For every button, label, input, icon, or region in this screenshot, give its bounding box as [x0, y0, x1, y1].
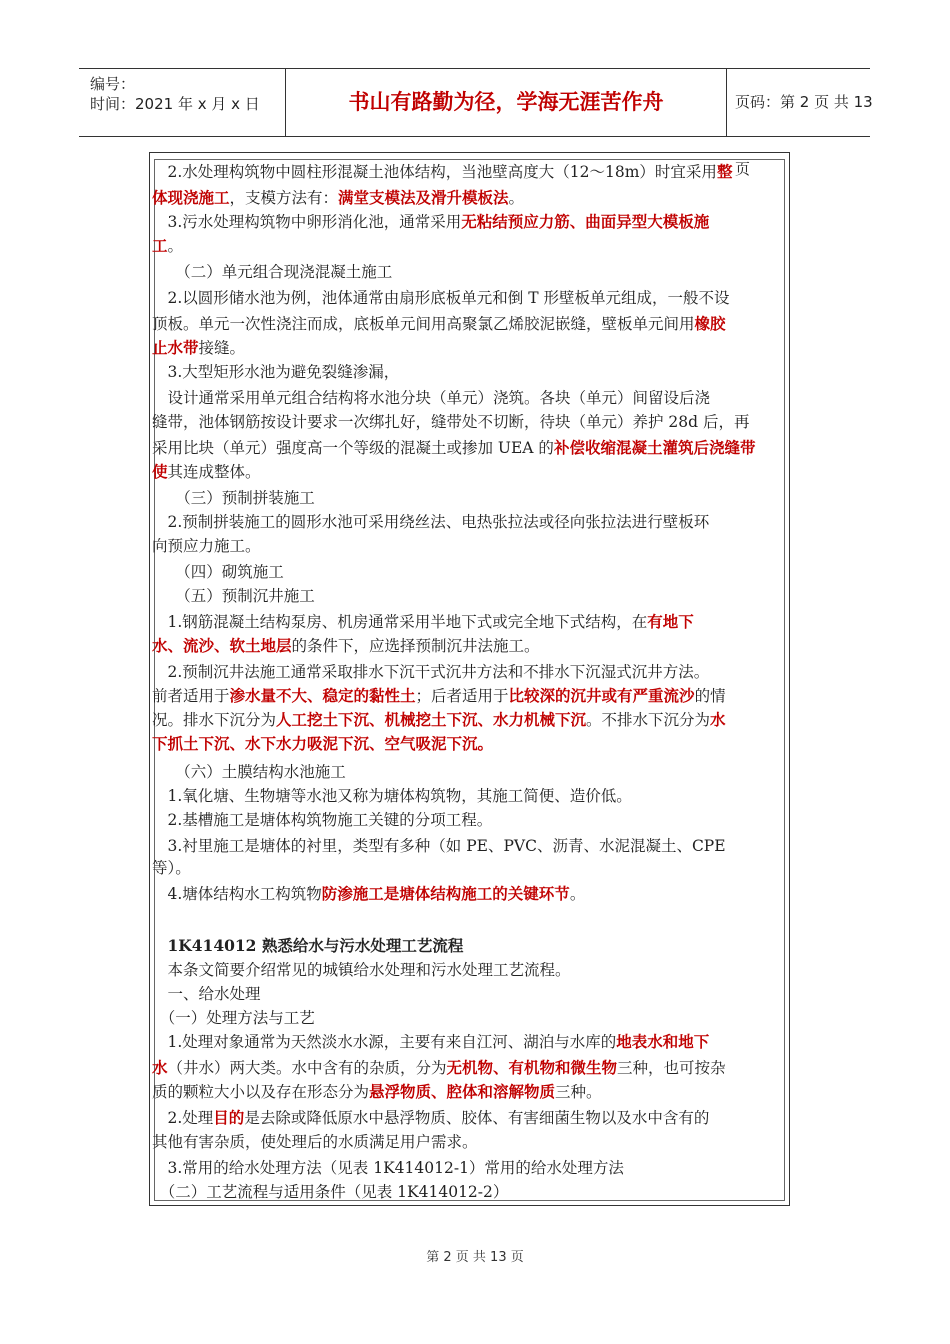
text-span: （一）处理方法与工艺	[152, 1009, 315, 1027]
section-heading: 1K414012 熟悉给水与污水处理工艺流程	[152, 936, 464, 955]
text-line	[152, 360, 787, 382]
text-line	[152, 882, 787, 904]
text-span: 三种，也可按杂	[617, 1059, 726, 1077]
text-span: ，支模方法有：	[229, 189, 339, 207]
text-span: 采用比块（单元）强度高一个等级的混凝土或掺加 UEA 的	[152, 439, 554, 457]
text-span: 1.氧化塘、生物塘等水池又称为塘体构筑物，其施工简便、造价低。	[152, 787, 632, 805]
text-span: （五）预制沉井施工	[152, 587, 315, 605]
text-line	[152, 1156, 787, 1178]
text-span: 3.大型矩形水池为避免裂缝渗漏，	[152, 363, 400, 381]
text-line	[152, 660, 787, 682]
text-span: 2.以圆形储水池为例，池体通常由扇形底板单元和倒 T 形壁板单元组成，一般不设	[152, 289, 730, 307]
header-motto: 书山有路勤为径，学海无涯苦作舟	[286, 69, 727, 136]
highlighted-text: 水	[152, 1058, 168, 1077]
text-span: 。	[569, 885, 586, 903]
text-span: （三）预制拼装施工	[152, 489, 315, 507]
text-line	[152, 286, 787, 308]
text-span: 1.处理对象通常为天然淡水水源，主要有来自江河、湖泊与水库的	[152, 1033, 617, 1051]
highlighted-text: 渗水量不大、稳定的黏性土	[229, 686, 416, 705]
text-span: 等）。	[152, 859, 191, 877]
document-time-label: 时间：2021 年 x 月 x 日	[90, 95, 260, 113]
text-line	[152, 584, 787, 606]
highlighted-text: 有地下	[647, 612, 694, 631]
text-span: 一、给水处理	[152, 985, 261, 1003]
text-span: 本条文简要介绍常见的城镇给水处理和污水处理工艺流程。	[152, 961, 571, 979]
text-line	[152, 1006, 787, 1028]
text-line	[152, 634, 787, 656]
highlighted-text: 整	[716, 162, 733, 181]
highlighted-text: 悬浮物质、腔体和溶解物质	[369, 1082, 556, 1101]
highlighted-text: 工	[152, 236, 168, 255]
highlighted-text: 橡胶	[694, 314, 726, 333]
document-number-label: 编号：	[90, 75, 136, 93]
highlighted-text: 人工挖土下沉、机械挖土下沉、水力机械下沉	[276, 710, 587, 729]
text-span: 2.基槽施工是塘体构筑物施工关键的分项工程。	[152, 811, 493, 829]
highlighted-text: 下抓土下沉、水下水力吸泥下沉、空气吸泥下沉。	[152, 734, 494, 753]
text-line	[152, 808, 787, 830]
text-span: 其他有害杂质，使处理后的水质满足用户需求。	[152, 1133, 478, 1151]
text-span: （四）砌筑施工	[152, 563, 284, 581]
text-line	[152, 610, 787, 632]
text-span: 3.常用的给水处理方法（见表 1K414012-1）常用的给水处理方法	[152, 1159, 624, 1177]
highlighted-text: 满堂支模法及滑升模板法	[338, 188, 509, 207]
text-span: 况。排水下沉分为	[152, 711, 277, 729]
text-span: 3.污水处理构筑物中卵形消化池，通常采用	[152, 213, 462, 231]
text-span: 的情	[694, 687, 726, 705]
page-footer: 第 2 页 共 13 页	[426, 1250, 524, 1265]
text-line	[152, 1056, 787, 1078]
text-span: 向预应力施工。	[152, 537, 261, 555]
text-span: 3.衬里施工是塘体的衬里，类型有多种（如 PE、PVC、沥青、水泥混凝土、CPE	[152, 837, 726, 855]
highlighted-text: 无机物、有机物和微生物	[446, 1058, 618, 1077]
text-line	[152, 958, 787, 980]
text-span: ；后者适用于	[415, 687, 509, 705]
text-line	[152, 260, 787, 282]
text-span: 2.预制沉井法施工通常采取排水下沉干式沉井方法和不排水下沉湿式沉井方法。	[152, 663, 710, 681]
text-line	[152, 234, 787, 256]
highlighted-text: 目的	[213, 1108, 245, 1127]
highlighted-text: 防渗施工是塘体结构施工的关键环节	[321, 884, 570, 903]
text-line	[152, 834, 787, 856]
text-line	[152, 684, 787, 706]
text-span: 2.水处理构筑物中圆柱形混凝土池体结构，当池壁高度大（12～18m）时宜采用	[152, 163, 717, 181]
text-line	[152, 312, 787, 334]
text-line	[152, 460, 787, 482]
highlighted-text: 无粘结预应力筋、曲面异型大模板施	[461, 212, 710, 231]
text-line	[152, 934, 787, 956]
text-line	[152, 708, 787, 730]
text-span: 设计通常采用单元组合结构将水池分块（单元）浇筑。各块（单元）间留设后浇	[152, 389, 711, 407]
text-line	[152, 336, 787, 358]
text-line	[152, 1080, 787, 1102]
highlighted-text: 水、流沙、软土地层	[152, 636, 292, 655]
text-line	[152, 186, 787, 208]
text-line	[152, 560, 787, 582]
text-span: 缝带，池体钢筋按设计要求一次绑扎好，缝带处不切断，待块（单元）养护 28d 后，再	[152, 413, 750, 431]
header-meta-cell	[79, 69, 286, 136]
text-line	[152, 534, 787, 556]
highlighted-text: 比较深的沉井或有严重流沙	[508, 686, 695, 705]
text-span: 前者适用于	[152, 687, 230, 705]
text-span: （二）工艺流程与适用条件（见表 1K414012-2）	[152, 1183, 509, 1201]
highlighted-text: 体现浇施工	[152, 188, 230, 207]
text-span: 接缝。	[198, 339, 246, 357]
text-line	[152, 1180, 787, 1202]
text-line	[152, 1106, 787, 1128]
text-span: 三种。	[555, 1083, 602, 1101]
text-span: 1.钢筋混凝土结构泵房、机房通常采用半地下式或完全地下式结构，在	[152, 613, 648, 631]
text-line	[152, 486, 787, 508]
text-line	[152, 160, 787, 182]
text-line	[152, 856, 787, 878]
text-span: （二）单元组合现浇混凝土施工	[152, 263, 393, 281]
text-span: 2.预制拼装施工的圆形水池可采用绕丝法、电热张拉法或径向张拉法进行壁板环	[152, 513, 710, 531]
text-span: 2.处理	[152, 1109, 214, 1127]
text-span: 。不排水下沉分为	[586, 711, 711, 729]
text-line	[152, 982, 787, 1004]
text-span: （六）土膜结构水池施工	[152, 763, 346, 781]
text-line	[152, 510, 787, 532]
text-span: 的条件下，应选择预制沉井法施工。	[291, 637, 540, 655]
text-line	[152, 410, 787, 432]
text-line	[152, 1130, 787, 1152]
text-line	[152, 732, 787, 754]
text-span: 质的颗粒大小以及存在形态分为	[152, 1083, 370, 1101]
highlighted-text: 补偿收缩混凝土灌筑后浇缝带	[553, 438, 756, 457]
highlighted-text: 地表水和地下	[616, 1032, 710, 1051]
text-line	[152, 1030, 787, 1052]
text-line	[152, 386, 787, 408]
text-span: 4.塘体结构水工构筑物	[152, 885, 322, 903]
text-line	[152, 210, 787, 232]
text-span: 顶板。单元一次性浇注而成，底板单元间用高聚氯乙烯胶泥嵌缝，壁板单元间用	[152, 315, 695, 333]
text-span: 是去除或降低原水中悬浮物质、胶体、有害细菌生物以及水中含有的	[244, 1109, 710, 1127]
text-span: 其连成整体。	[167, 463, 261, 481]
text-span: 。	[167, 237, 184, 255]
highlighted-text: 使	[152, 462, 168, 481]
text-line	[152, 760, 787, 782]
text-line	[152, 784, 787, 806]
highlighted-text: 止水带	[152, 338, 199, 357]
text-span: 。	[508, 189, 525, 207]
highlighted-text: 水	[710, 710, 726, 729]
header-page-label: 页码：第 2 页 共 13 页	[735, 93, 873, 178]
text-span: （井水）两大类。水中含有的杂质，分为	[167, 1059, 447, 1077]
text-line	[152, 436, 787, 458]
